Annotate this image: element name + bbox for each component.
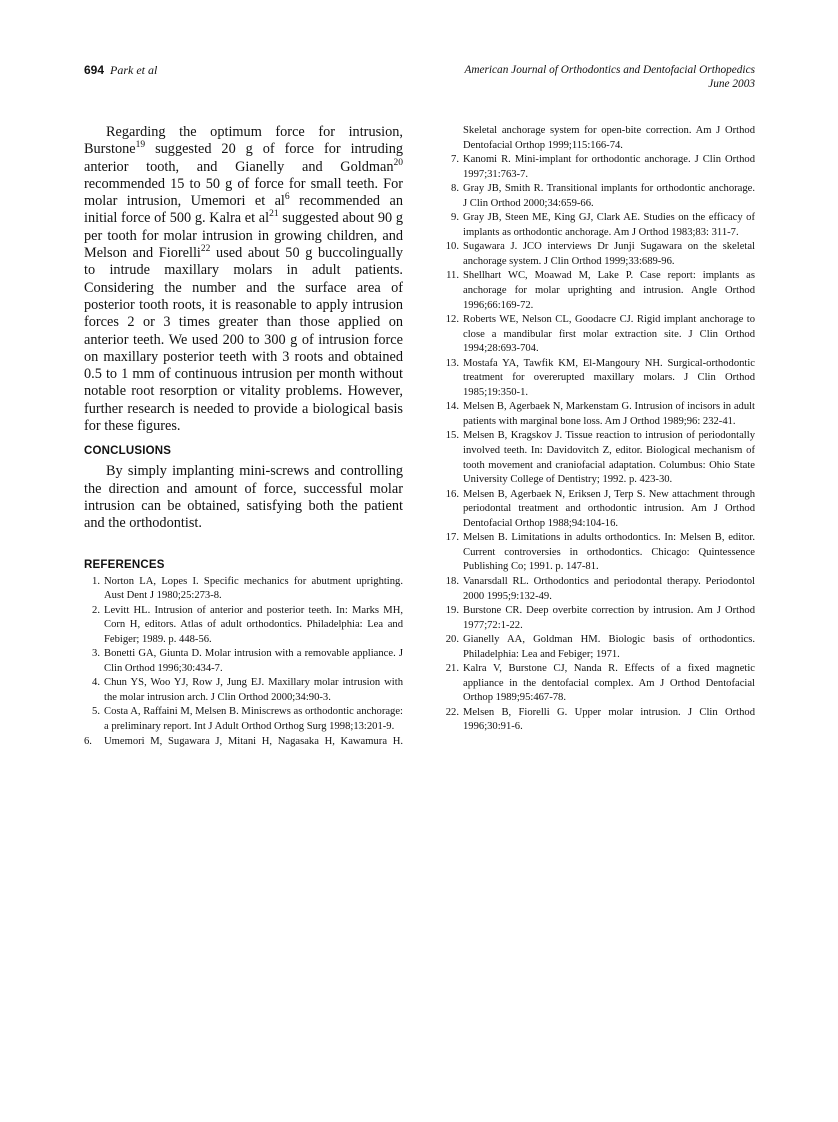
reference-number: 1. bbox=[92, 575, 100, 587]
text-span: used about 50 g buccolingually to intrude maxillary molars in adult patients. Considering the number and the surface area of posterior tooth roots, it is reasonable to apply intrusion forces 2 or 3 times greater than those applied on anterior teeth. We used 200 to 300 g of intrusion force on maxillary posterior teeth with 3 roots and obtained 0.5 to 1 mm of continuous intrusion per month without notable root resorption or vitality problems. However, further research is needed to provide a biological basis for these figures. bbox=[84, 245, 403, 435]
reference-item bbox=[443, 124, 755, 153]
references-heading: REFERENCES bbox=[84, 558, 165, 571]
reference-text: Shellhart WC, Moawad M, Lake P. Case report: implants as anchorage for molar uprighting and intrusion. Angle Orthod 1996;66:169-72. bbox=[463, 270, 755, 311]
reference-item bbox=[443, 153, 755, 182]
right-column bbox=[443, 124, 755, 735]
reference-item bbox=[443, 531, 755, 575]
running-header-right bbox=[464, 63, 755, 91]
reference-text: Costa A, Raffaini M, Melsen B. Miniscrews as orthodontic anchorage: a preliminary report. Int J Adult Orthod Orthog Surg 1998;13:201-9. bbox=[104, 706, 403, 732]
citation: 20 bbox=[393, 157, 403, 168]
reference-text: Gray JB, Steen ME, King GJ, Clark AE. Studies on the efficacy of implants as orthodontic anchorage. Am J Orthod 1983;83: 311-7. bbox=[463, 212, 755, 238]
reference-text: Kalra V, Burstone CJ, Nanda R. Effects of a fixed magnetic appliance in the dentofacial complex. Am J Orthod Dentofacial Orthop 1989;95:467-78. bbox=[463, 663, 755, 704]
reference-number: 19. bbox=[445, 605, 459, 617]
citation: 6 bbox=[284, 192, 290, 203]
reference-item bbox=[84, 705, 403, 734]
reference-item bbox=[84, 575, 403, 604]
reference-number: 8. bbox=[451, 183, 459, 195]
reference-number: 13. bbox=[445, 357, 459, 369]
reference-text: Levitt HL. Intrusion of anterior and posterior teeth. In: Marks MH, Corn H, editors. Atlas of adult orthodontics. Philadelphia: Lea and Febiger; 1989. p. 448-56. bbox=[104, 604, 403, 645]
text-span: recommended 15 to 50 g of force for small teeth. For molar intrusion, Umemori et al bbox=[84, 175, 403, 210]
reference-number: 17. bbox=[445, 532, 459, 544]
reference-number: 20. bbox=[445, 634, 459, 646]
reference-number: 9. bbox=[451, 212, 459, 224]
citation: 19 bbox=[135, 140, 146, 151]
reference-number: 7. bbox=[451, 154, 459, 166]
reference-number: 4. bbox=[92, 677, 100, 689]
reference-item bbox=[84, 647, 403, 676]
reference-number: 12. bbox=[445, 314, 459, 326]
reference-text: Skeletal anchorage system for open-bite correction. Am J Orthod Dentofacial Orthop 1999;115:166-74. bbox=[463, 125, 755, 151]
discussion-paragraph bbox=[84, 124, 403, 435]
reference-item bbox=[443, 488, 755, 532]
reference-item bbox=[84, 604, 403, 648]
reference-number: 16. bbox=[445, 488, 459, 500]
reference-item bbox=[443, 211, 755, 240]
text-span: recommended an initial force of 500 g. Kalra et al bbox=[84, 193, 404, 227]
reference-list-left bbox=[84, 575, 403, 750]
text-span: Regarding the optimum force for intrusion, Burstone bbox=[84, 124, 403, 158]
reference-number: 15. bbox=[445, 430, 459, 442]
reference-item bbox=[443, 662, 755, 706]
reference-number: 14. bbox=[445, 401, 459, 413]
reference-item bbox=[443, 429, 755, 487]
reference-text: Roberts WE, Nelson CL, Goodacre CJ. Rigid implant anchorage to close a mandibular first molar extraction site. J Clin Orthod 1994;28:693-704. bbox=[463, 314, 755, 355]
reference-item bbox=[443, 604, 755, 633]
reference-number: 18. bbox=[445, 575, 459, 587]
text-span: suggested 20 g of force for intruding anterior tooth, and Gianelly and Goldman bbox=[84, 141, 403, 175]
reference-text: Vanarsdall RL. Orthodontics and periodontal therapy. Periodontol 2000 1995;9:132-49. bbox=[463, 575, 755, 602]
reference-number: 11. bbox=[446, 270, 459, 282]
reference-text: Gray JB, Smith R. Transitional implants for orthodontic anchorage. J Clin Orthod 2000;34:659-66. bbox=[463, 183, 755, 209]
citation: 21 bbox=[269, 209, 279, 220]
reference-text: Melsen B, Fiorelli G. Upper molar intrusion. J Clin Orthod 1996;30:91-6. bbox=[463, 706, 755, 733]
conclusions-heading: CONCLUSIONS bbox=[84, 445, 172, 458]
reference-number: 2. bbox=[92, 604, 100, 616]
reference-number: 22. bbox=[445, 706, 459, 718]
reference-item bbox=[443, 357, 755, 401]
reference-item bbox=[443, 633, 755, 662]
text-span: suggested about 90 g per tooth for molar intrusion in growing children, and Melson and Fiorelli bbox=[84, 210, 403, 262]
reference-number: 10. bbox=[445, 241, 459, 253]
reference-text: Norton LA, Lopes I. Specific mechanics for abutment uprighting. Aust Dent J 1980;25:273-8. bbox=[104, 575, 403, 602]
reference-text: Burstone CR. Deep overbite correction by intrusion. Am J Orthod 1977;72:1-22. bbox=[463, 605, 755, 631]
reference-text: Kanomi R. Mini-implant for orthodontic anchorage. J Clin Orthod 1997;31:763-7. bbox=[463, 154, 755, 180]
reference-item bbox=[443, 400, 755, 429]
reference-text: Gianelly AA, Goldman HM. Biologic basis of orthodontics. Philadelphia: Lea and Febiger; 1971. bbox=[463, 634, 755, 660]
reference-number: 21. bbox=[445, 663, 459, 675]
reference-list-right bbox=[443, 124, 755, 735]
reference-item bbox=[84, 735, 403, 750]
reference-text: Mostafa YA, Tawfik KM, El-Mangoury NH. Surgical-orthodontic treatment for overerupted maxillary molars. J Clin Orthod 1985;19:350-1. bbox=[463, 357, 755, 398]
reference-text: Chun YS, Woo YJ, Row J, Jung EJ. Maxillary molar intrusion with the molar intrusion arch. J Clin Orthod 2000;34:90-3. bbox=[104, 677, 403, 703]
issue-date: June 2003 bbox=[708, 78, 755, 90]
reference-text: Bonetti GA, Giunta D. Molar intrusion with a removable appliance. J Clin Orthod 1996;30:434-7. bbox=[104, 648, 403, 674]
running-authors: Park et al bbox=[110, 63, 158, 77]
reference-item bbox=[443, 706, 755, 735]
reference-item bbox=[443, 240, 755, 269]
page-number: 694 bbox=[84, 63, 105, 77]
journal-title: American Journal of Orthodontics and Dentofacial Orthopedics bbox=[464, 64, 755, 76]
citation: 22 bbox=[200, 244, 211, 255]
running-header-left bbox=[84, 63, 157, 78]
reference-text: Sugawara J. JCO interviews Dr Junji Sugawara on the skeletal anchorage system. J Clin Orthod 1999;33:689-96. bbox=[463, 241, 755, 267]
reference-item bbox=[443, 182, 755, 211]
reference-item bbox=[443, 269, 755, 313]
left-column bbox=[84, 124, 403, 749]
reference-number: 5. bbox=[92, 706, 100, 718]
reference-item bbox=[84, 676, 403, 705]
reference-item bbox=[443, 313, 755, 357]
reference-number: 6. bbox=[84, 735, 92, 747]
conclusions-paragraph: By simply implanting mini-screws and controlling the direction and amount of force, successful molar intrusion can be obtained, satisfying both the patient and the orthodontist. bbox=[84, 463, 403, 532]
reference-item bbox=[443, 575, 755, 604]
reference-text: Melsen B, Agerbaek N, Markenstam G. Intrusion of incisors in adult patients with marginal bone loss. Am J Orthod 1989;96: 232-41. bbox=[463, 401, 755, 427]
reference-number: 3. bbox=[92, 648, 100, 660]
reference-text: Melsen B, Kragskov J. Tissue reaction to intrusion of periodontally involved teeth. In: Davidovitch Z, editor. Biological mechanism of tooth movement and craniofacial adaptation. Columbus: Ohio State University College of Dentistry; 1992. p. 423-30. bbox=[463, 430, 755, 486]
reference-text: Melsen B, Agerbaek N, Eriksen J, Terp S. New attachment through periodontal treatment and orthodontic intrusion. Am J Orthod Dentofacial Orthop 1988;94:104-16. bbox=[463, 488, 755, 529]
reference-text: Melsen B. Limitations in adults orthodontics. In: Melsen B, editor. Current controversies in orthodontics. Chicago: Quintessence Publishing Co; 1991. p. 147-81. bbox=[463, 532, 755, 573]
reference-text: Umemori M, Sugawara J, Mitani H, Nagasaka H, Kawamura H. bbox=[104, 735, 403, 747]
